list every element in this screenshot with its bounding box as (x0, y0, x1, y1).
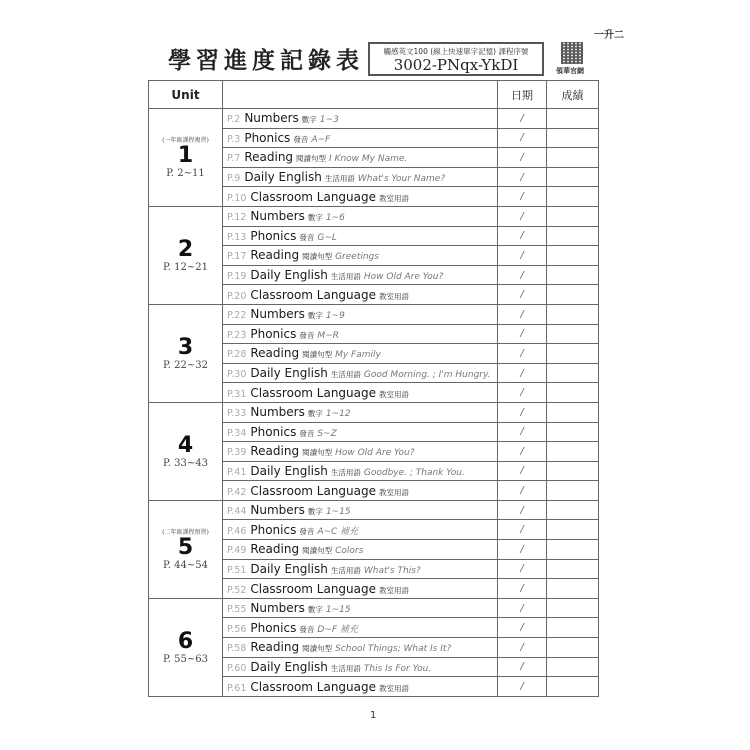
lesson-page: P.3 (227, 133, 241, 145)
lesson-topic-zh: 閱讀句型 (302, 644, 333, 654)
lesson-topic: Phonics (250, 228, 297, 243)
lesson-cell (223, 598, 498, 618)
lesson-detail: G~L (317, 232, 337, 243)
score-field[interactable] (547, 422, 599, 442)
unit-cell (149, 500, 223, 598)
unit-number: 2 (177, 236, 194, 262)
date-field[interactable]: / (498, 383, 547, 403)
date-field[interactable]: / (498, 579, 547, 599)
lesson-page: P.19 (227, 271, 247, 283)
lesson-topic-zh: 發音 (299, 330, 315, 340)
lesson-page: P.20 (227, 290, 247, 302)
lesson-topic: Classroom Language (250, 679, 377, 694)
lesson-topic: Numbers (244, 111, 299, 126)
lesson-page: P.22 (227, 310, 247, 322)
grade-tag: 一升二 (594, 30, 624, 41)
lesson-topic: Reading (250, 542, 300, 557)
unit-pages: P. 22~32 (163, 359, 208, 371)
date-field[interactable]: / (498, 540, 547, 560)
lesson-page: P.55 (227, 604, 247, 616)
lesson-page: P.30 (227, 369, 247, 381)
lesson-topic: Reading (244, 150, 294, 165)
lesson-topic-zh: 教室用語 (379, 193, 410, 203)
header-lesson (223, 81, 498, 109)
score-field[interactable] (547, 246, 599, 266)
lesson-topic: Daily English (244, 170, 322, 185)
date-field[interactable]: / (498, 677, 547, 697)
score-field[interactable] (547, 344, 599, 364)
lesson-detail: M~R (317, 330, 339, 341)
lesson-detail: 1~15 (325, 507, 351, 518)
lesson-cell (223, 500, 498, 520)
lesson-topic: Reading (250, 640, 300, 655)
unit-number: 3 (177, 334, 194, 360)
lesson-topic: Classroom Language (250, 287, 377, 302)
lesson-page: P.44 (227, 506, 247, 518)
lesson-page: P.28 (227, 349, 247, 361)
score-field[interactable] (547, 187, 599, 207)
lesson-detail: Goodbye. ; Thank You. (363, 467, 465, 478)
lesson-cell (223, 677, 498, 697)
lesson-page: P.23 (227, 329, 247, 341)
date-field[interactable]: / (498, 638, 547, 658)
lesson-topic-zh: 數字 (307, 605, 323, 615)
lesson-detail: S~Z (317, 428, 337, 439)
lesson-cell (223, 402, 498, 422)
lesson-page: P.56 (227, 623, 247, 635)
lesson-page: P.17 (227, 251, 247, 263)
lesson-cell (223, 128, 498, 148)
lesson-topic: Phonics (244, 130, 291, 145)
date-field[interactable]: / (498, 128, 547, 148)
date-field[interactable]: / (498, 324, 547, 344)
lesson-topic-zh: 教室用語 (379, 487, 410, 497)
score-field[interactable] (547, 109, 599, 129)
lesson-topic: Phonics (250, 424, 297, 439)
lesson-cell (223, 618, 498, 638)
lesson-page: P.7 (227, 153, 241, 165)
score-field[interactable] (547, 520, 599, 540)
lesson-topic: Phonics (250, 326, 297, 341)
lesson-topic-zh: 發音 (293, 134, 309, 144)
lesson-topic-zh: 生活用語 (330, 565, 361, 575)
lesson-topic: Numbers (250, 307, 305, 322)
lesson-page: P.42 (227, 486, 247, 498)
lesson-topic-zh: 數字 (307, 311, 323, 321)
lesson-topic: Reading (250, 444, 300, 459)
serial-code: 3002-PNqx-YkDI (393, 56, 519, 74)
lesson-topic-zh: 發音 (299, 526, 315, 536)
lesson-topic-zh: 教室用語 (379, 291, 410, 301)
score-field[interactable] (547, 598, 599, 618)
lesson-topic-zh: 發音 (299, 428, 315, 438)
date-field[interactable]: / (498, 481, 547, 501)
lesson-detail: Greetings (335, 252, 379, 263)
lesson-cell (223, 285, 498, 305)
lesson-cell (223, 344, 498, 364)
date-field[interactable]: / (498, 206, 547, 226)
lesson-cell (223, 148, 498, 168)
date-field[interactable]: / (498, 598, 547, 618)
lesson-topic-zh: 數字 (307, 409, 323, 419)
lesson-page: P.46 (227, 525, 247, 537)
lesson-detail: My Family (335, 350, 381, 361)
lesson-cell (223, 324, 498, 344)
lesson-topic: Daily English (250, 366, 328, 381)
lesson-cell (223, 481, 498, 501)
table-row (149, 598, 599, 618)
score-field[interactable] (547, 559, 599, 579)
lesson-detail: This Is For You. (363, 663, 432, 674)
lesson-cell (223, 246, 498, 266)
lesson-page: P.31 (227, 388, 247, 400)
lesson-topic: Classroom Language (250, 385, 377, 400)
header-score: 成績 (547, 81, 599, 109)
serial-label: 觸感英文100 (線上快速單字記憶) 課程序號 (383, 47, 529, 56)
score-field[interactable] (547, 304, 599, 324)
lesson-cell (223, 579, 498, 599)
lesson-topic-zh: 閱讀句型 (302, 546, 333, 556)
lesson-cell (223, 167, 498, 187)
lesson-cell (223, 461, 498, 481)
unit-note: (二年級課程預習) (162, 529, 209, 537)
score-field[interactable] (547, 461, 599, 481)
date-field[interactable]: / (498, 304, 547, 324)
lesson-cell (223, 442, 498, 462)
progress-table (148, 80, 599, 697)
table-row (149, 206, 599, 226)
score-field[interactable] (547, 324, 599, 344)
lesson-topic: Reading (250, 346, 300, 361)
date-field[interactable]: / (498, 363, 547, 383)
unit-cell (149, 206, 223, 304)
lesson-topic: Daily English (250, 268, 328, 283)
lesson-page: P.41 (227, 466, 247, 478)
lesson-cell (223, 383, 498, 403)
lesson-cell (223, 638, 498, 658)
lesson-page: P.61 (227, 682, 247, 694)
unit-pages: P. 33~43 (163, 457, 208, 469)
score-field[interactable] (547, 500, 599, 520)
score-field[interactable] (547, 657, 599, 677)
date-field[interactable]: / (498, 402, 547, 422)
unit-note: (一年級課程複習) (162, 137, 209, 145)
lesson-cell (223, 657, 498, 677)
table-row (149, 402, 599, 422)
date-field[interactable]: / (498, 618, 547, 638)
lesson-detail: How Old Are You? (363, 272, 444, 283)
score-field[interactable] (547, 363, 599, 383)
lesson-topic: Classroom Language (250, 189, 377, 204)
lesson-topic: Reading (250, 248, 300, 263)
lesson-page: P.33 (227, 408, 247, 420)
lesson-topic: Daily English (250, 561, 328, 576)
lesson-topic: Classroom Language (250, 483, 377, 498)
score-field[interactable] (547, 226, 599, 246)
lesson-topic: Phonics (250, 620, 297, 635)
lesson-cell (223, 422, 498, 442)
table-row (149, 304, 599, 324)
score-field[interactable] (547, 383, 599, 403)
lesson-topic-zh: 發音 (299, 232, 315, 242)
unit-cell (149, 402, 223, 500)
unit-cell (149, 304, 223, 402)
lesson-topic: Numbers (250, 503, 305, 518)
qr-caption: 領華官網 (556, 67, 584, 75)
lesson-cell (223, 304, 498, 324)
date-field[interactable]: / (498, 520, 547, 540)
lesson-detail: What's Your Name? (357, 174, 446, 185)
score-field[interactable] (547, 618, 599, 638)
unit-cell (149, 109, 223, 207)
unit-cell (149, 598, 223, 696)
lesson-topic-zh: 數字 (307, 213, 323, 223)
lesson-page: P.58 (227, 643, 247, 655)
score-field[interactable] (547, 128, 599, 148)
lesson-detail: D~F 補充 (317, 624, 358, 635)
lesson-topic: Daily English (250, 659, 328, 674)
unit-number: 5 (177, 535, 194, 561)
lesson-topic: Numbers (250, 209, 305, 224)
lesson-topic-zh: 閱讀句型 (302, 350, 333, 360)
page-number: 1 (370, 710, 377, 721)
score-field[interactable] (547, 540, 599, 560)
lesson-detail: 1~6 (325, 213, 345, 224)
lesson-topic-zh: 生活用語 (324, 174, 355, 184)
unit-pages: P. 12~21 (163, 261, 208, 273)
lesson-topic-zh: 生活用語 (330, 370, 361, 380)
lesson-topic-zh: 教室用語 (379, 389, 410, 399)
lesson-detail: School Things; What Is It? (335, 644, 452, 655)
date-field[interactable]: / (498, 187, 547, 207)
lesson-page: P.49 (227, 545, 247, 557)
score-field[interactable] (547, 442, 599, 462)
lesson-page: P.60 (227, 662, 247, 674)
lesson-topic: Numbers (250, 405, 305, 420)
date-field[interactable]: / (498, 500, 547, 520)
date-field[interactable]: / (498, 148, 547, 168)
date-field[interactable]: / (498, 422, 547, 442)
lesson-page: P.9 (227, 173, 241, 185)
unit-number: 6 (177, 628, 194, 654)
lesson-topic-zh: 閱讀句型 (296, 154, 327, 164)
score-field[interactable] (547, 677, 599, 697)
lesson-topic-zh: 生活用語 (330, 467, 361, 477)
lesson-topic-zh: 閱讀句型 (302, 448, 333, 458)
table-row (149, 500, 599, 520)
lesson-topic: Classroom Language (250, 581, 377, 596)
lesson-topic-zh: 數字 (301, 115, 317, 125)
lesson-detail: How Old Are You? (335, 448, 415, 459)
lesson-cell (223, 540, 498, 560)
lesson-topic: Numbers (250, 601, 305, 616)
date-field[interactable]: / (498, 226, 547, 246)
unit-pages: P. 55~63 (163, 653, 208, 665)
lesson-page: P.39 (227, 447, 247, 459)
lesson-cell (223, 363, 498, 383)
lesson-topic-zh: 教室用語 (379, 683, 410, 693)
unit-pages: P. 44~54 (163, 560, 208, 572)
lesson-cell (223, 520, 498, 540)
unit-pages: P. 2~11 (166, 168, 205, 180)
lesson-topic-zh: 發音 (299, 624, 315, 634)
date-field[interactable]: / (498, 167, 547, 187)
lesson-page: P.2 (227, 114, 241, 126)
lesson-detail: What's This? (363, 565, 421, 576)
lesson-detail: A~F (311, 134, 331, 145)
lesson-topic: Phonics (250, 522, 297, 537)
header-date: 日期 (498, 81, 547, 109)
score-field[interactable] (547, 638, 599, 658)
date-field[interactable]: / (498, 344, 547, 364)
lesson-topic: Daily English (250, 463, 328, 478)
lesson-topic-zh: 教室用語 (379, 585, 410, 595)
page-title: 學習進度記錄表 (168, 48, 364, 74)
score-field[interactable] (547, 285, 599, 305)
score-field[interactable] (547, 206, 599, 226)
lesson-detail: 1~3 (319, 115, 339, 126)
lesson-topic-zh: 生活用語 (330, 663, 361, 673)
lesson-page: P.13 (227, 231, 247, 243)
lesson-detail: 1~9 (325, 311, 345, 322)
date-field[interactable]: / (498, 559, 547, 579)
score-field[interactable] (547, 265, 599, 285)
table-header-row (149, 81, 599, 109)
lesson-topic-zh: 閱讀句型 (302, 252, 333, 262)
lesson-page: P.51 (227, 564, 247, 576)
table-row (149, 109, 599, 129)
date-field[interactable]: / (498, 109, 547, 129)
date-field[interactable]: / (498, 246, 547, 266)
unit-number: 1 (177, 143, 194, 169)
unit-number: 4 (177, 432, 194, 458)
lesson-detail: Colors (335, 546, 364, 557)
lesson-cell (223, 109, 498, 129)
date-field[interactable]: / (498, 461, 547, 481)
qr-code-icon[interactable] (561, 42, 583, 64)
date-field[interactable]: / (498, 285, 547, 305)
lesson-cell (223, 226, 498, 246)
lesson-detail: I Know My Name. (329, 154, 408, 165)
score-field[interactable] (547, 481, 599, 501)
date-field[interactable]: / (498, 265, 547, 285)
header-unit: Unit (149, 81, 223, 109)
lesson-cell (223, 559, 498, 579)
lesson-cell (223, 206, 498, 226)
lesson-page: P.10 (227, 192, 247, 204)
lesson-detail: 1~12 (325, 409, 351, 420)
lesson-detail: Good Morning. ; I'm Hungry. (363, 370, 491, 381)
date-field[interactable]: / (498, 442, 547, 462)
lesson-topic-zh: 數字 (307, 507, 323, 517)
lesson-topic-zh: 生活用語 (330, 272, 361, 282)
lesson-detail: A~C 補充 (317, 526, 359, 537)
lesson-page: P.52 (227, 584, 247, 596)
lesson-cell (223, 187, 498, 207)
score-field[interactable] (547, 167, 599, 187)
lesson-page: P.12 (227, 212, 247, 224)
date-field[interactable]: / (498, 657, 547, 677)
serial-box (368, 42, 544, 76)
score-field[interactable] (547, 579, 599, 599)
lesson-cell (223, 265, 498, 285)
lesson-detail: 1~15 (325, 605, 351, 616)
score-field[interactable] (547, 402, 599, 422)
score-field[interactable] (547, 148, 599, 168)
lesson-page: P.34 (227, 427, 247, 439)
